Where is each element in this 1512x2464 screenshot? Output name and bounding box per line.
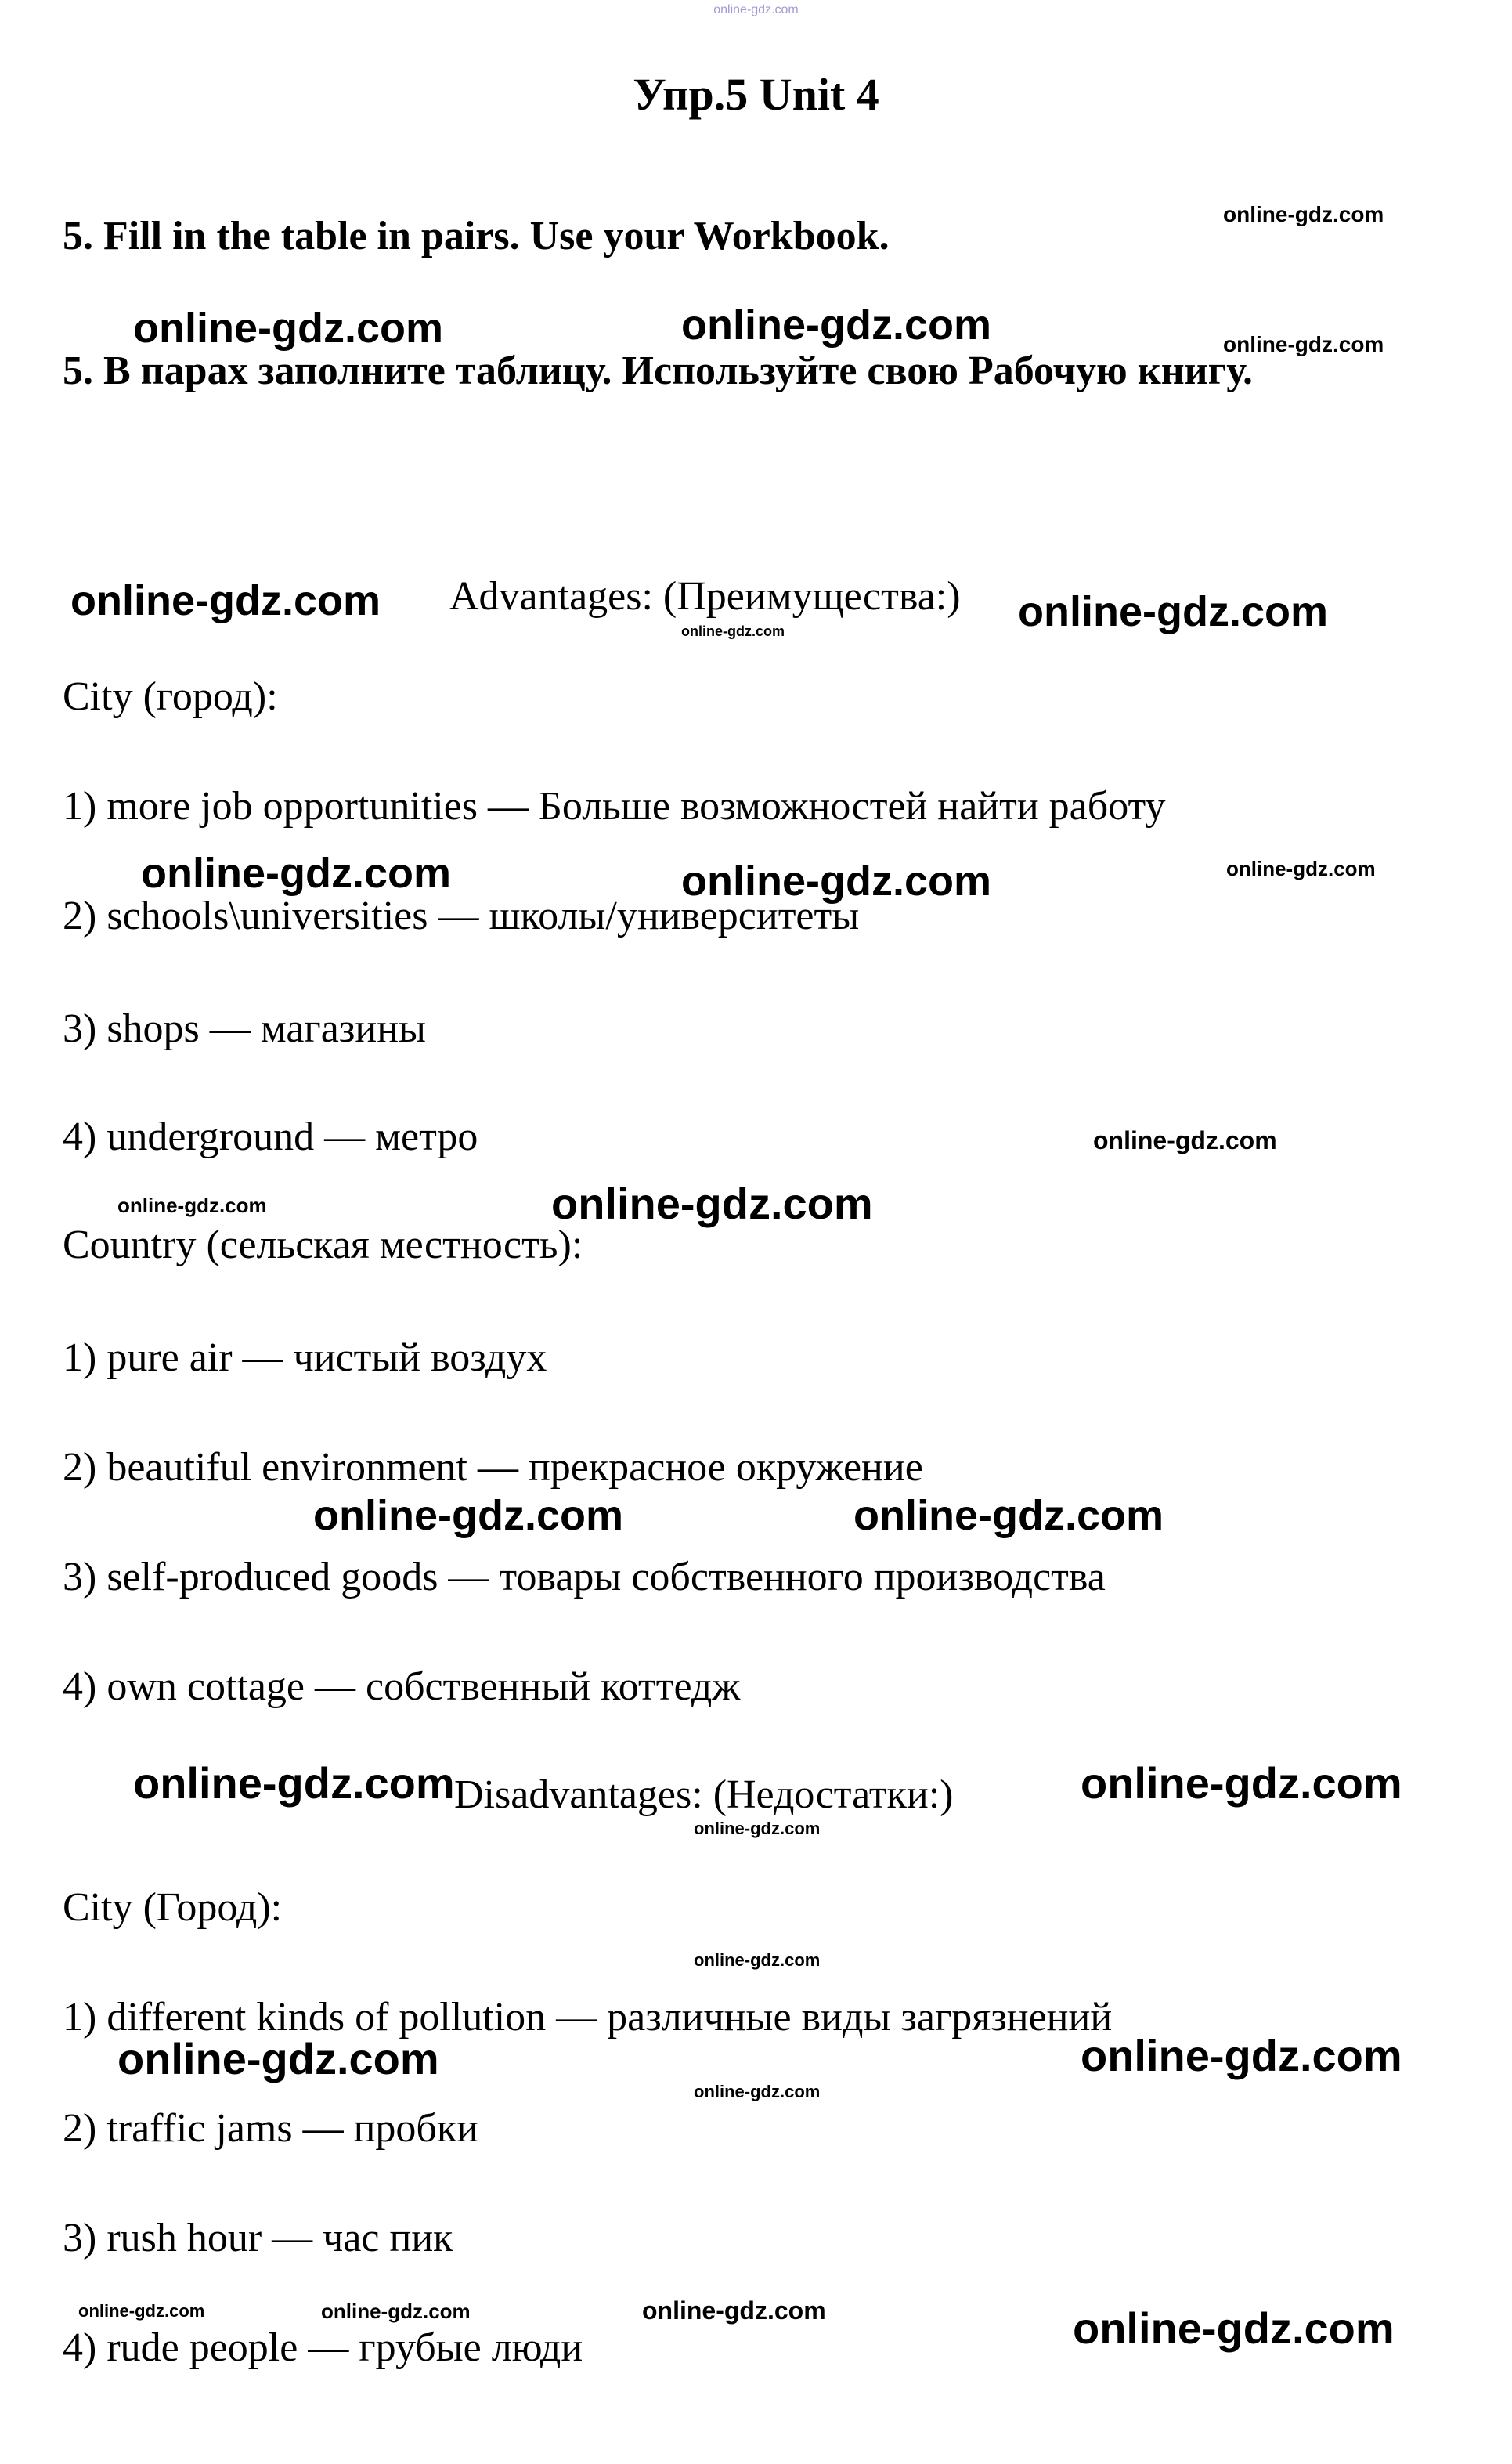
watermark: online-gdz.com [70, 577, 381, 624]
watermark: online-gdz.com [1018, 588, 1328, 635]
watermark: online-gdz.com [551, 1179, 873, 1228]
watermark: online-gdz.com [313, 1492, 623, 1539]
advantages-country-item: 1) pure air — чистый воздух [63, 1335, 547, 1380]
watermark: online-gdz.com [133, 305, 443, 352]
advantages-heading: Advantages: (Преимущества:) [449, 574, 961, 619]
disadvantages-city-item: 1) different kinds of pollution — различные виды загрязнений [63, 1995, 1113, 2039]
watermark: online-gdz.com [694, 1819, 821, 1838]
task-text-en: 5. Fill in the table in pairs. Use your Workbook. [63, 214, 890, 258]
disadvantages-heading: Disadvantages: (Недостатки:) [454, 1772, 954, 1817]
exercise-title: Упр.5 Unit 4 [633, 69, 879, 120]
watermark: online-gdz.com [681, 623, 785, 639]
watermark: online-gdz.com [1223, 202, 1384, 226]
watermark: online-gdz.com [681, 302, 991, 349]
watermark: online-gdz.com [321, 2300, 471, 2323]
advantages-city-item: 4) underground — метро [63, 1115, 478, 1159]
advantages-city-item: 1) more job opportunities — Больше возможностей найти работу [63, 784, 1166, 829]
watermark: online-gdz.com [141, 850, 451, 897]
watermark: online-gdz.com [117, 1194, 267, 1217]
watermark: online-gdz.com [713, 3, 799, 16]
watermark: online-gdz.com [694, 1950, 821, 1970]
watermark: online-gdz.com [681, 858, 991, 905]
disadvantages-city-item: 3) rush hour — час пик [63, 2216, 453, 2260]
advantages-country-label: Country (сельская местность): [63, 1223, 583, 1267]
advantages-country-item: 3) self-produced goods — товары собственного производства [63, 1555, 1106, 1599]
advantages-city-item: 3) shops — магазины [63, 1006, 426, 1051]
watermark: online-gdz.com [694, 2082, 821, 2101]
watermark: online-gdz.com [1093, 1126, 1277, 1154]
watermark: online-gdz.com [1081, 2031, 1402, 2080]
watermark: online-gdz.com [78, 2301, 205, 2321]
advantages-city-label: City (город): [63, 674, 278, 719]
advantages-country-item: 4) own cottage — собственный коттедж [63, 1664, 741, 1709]
watermark: online-gdz.com [1081, 1758, 1402, 1808]
task-text-ru: 5. В парах заполните таблицу. Используйте свою Рабочую книгу. [63, 349, 1254, 393]
watermark: online-gdz.com [117, 2034, 439, 2083]
watermark: online-gdz.com [1226, 857, 1376, 880]
disadvantages-city-item: 4) rude people — грубые люди [63, 2325, 583, 2370]
watermark: online-gdz.com [853, 1492, 1164, 1539]
watermark: online-gdz.com [1223, 332, 1384, 356]
watermark: online-gdz.com [1073, 2303, 1395, 2353]
advantages-city-item: 2) schools\universities — школы/университеты [63, 894, 860, 938]
advantages-country-item: 2) beautiful environment — прекрасное окружение [63, 1445, 923, 1490]
watermark: online-gdz.com [133, 1758, 455, 1808]
disadvantages-city-item: 2) traffic jams — пробки [63, 2106, 478, 2151]
disadvantages-city-label: City (Город): [63, 1885, 283, 1930]
watermark: online-gdz.com [642, 2296, 826, 2325]
